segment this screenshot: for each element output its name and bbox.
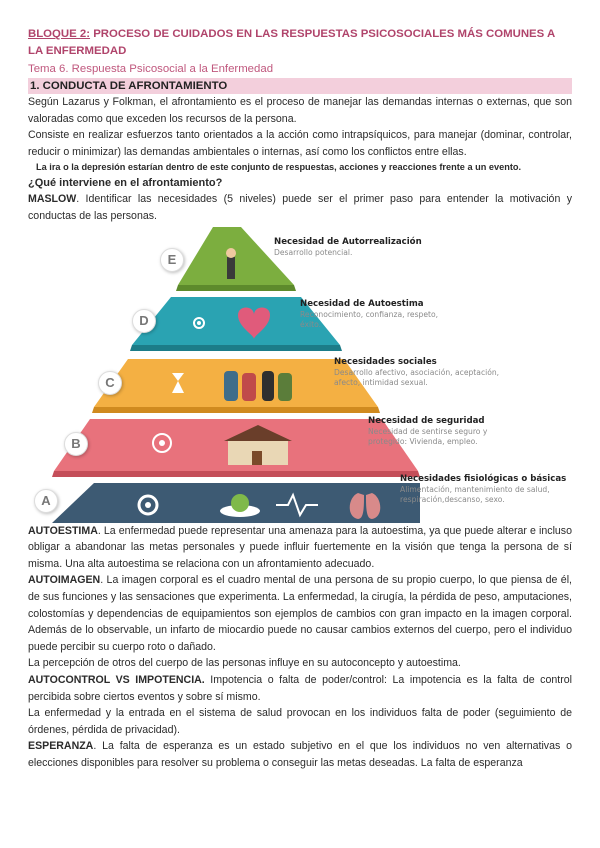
question-heading: ¿Qué interviene en el afrontamiento? xyxy=(28,177,223,190)
paragraph-autoestima xyxy=(28,523,572,573)
level-title: Necesidad de Autoestima xyxy=(300,298,424,309)
autocontrol-label: AUTOCONTROL VS IMPOTENCIA. xyxy=(28,673,205,686)
document-page xyxy=(28,26,572,771)
level-description: Reconocimiento, confianza, respeto, éxito. xyxy=(300,309,439,330)
maslow-label: MASLOW xyxy=(28,193,77,206)
pyramid-label-b xyxy=(368,416,520,448)
esperanza-label: ESPERANZA xyxy=(28,740,94,753)
pyramid-label-a xyxy=(400,474,570,506)
paragraph-percepcion: La percepción de otros del cuerpo de las personas influye en su autoconcepto y autoestima. xyxy=(28,657,461,670)
topic-heading: Tema 6. Respuesta Psicosocial a la Enfermedad xyxy=(28,63,274,75)
paragraph-esperanza xyxy=(28,738,572,771)
note-line: La ira o la depresión estarían dentro de este conjunto de respuestas, acciones y reacciones frente a un evento. xyxy=(36,162,522,173)
autoimagen-label: AUTOIMAGEN xyxy=(28,574,101,587)
block-title: PROCESO DE CUIDADOS EN LAS RESPUESTAS PSICOSOCIALES MÁS COMUNES A LA ENFERMEDAD xyxy=(28,28,555,57)
paragraph-definition: Según Lazarus y Folkman, el afrontamiento es el proceso de manejar las demandas internas o externas, que son valoradas como que exceden los recursos de la persona. xyxy=(28,96,572,125)
body-text xyxy=(28,523,572,772)
food-icon xyxy=(231,494,249,512)
level-description: Necesidad de sentirse seguro y protegido: Vivienda, empleo. xyxy=(368,426,488,447)
paragraph-enfermedad: La enfermedad y la entrada en el sistema de salud provocan en los individuos falta de poder (seguimiento de órdenes, pérdida de privacidad). xyxy=(28,707,572,736)
level-letter-a: A xyxy=(34,489,58,513)
section-title: 1. CONDUCTA DE AFRONTAMIENTO xyxy=(28,78,572,94)
level-title: Necesidad de Autorrealización xyxy=(274,236,422,247)
level-description: Desarrollo potencial. xyxy=(274,247,353,257)
esperanza-text: . La falta de esperanza es un estado subjetivo en el que los individuos no ven alternativas o elecciones disponibles para resolver su problema o conseguir las metas deseadas. La falta de esperanza xyxy=(28,740,572,769)
maslow-text: . Identificar las necesidades (5 niveles) puede ser el primer paso para entender la motivación y conductas de las personas. xyxy=(28,193,572,222)
level-description: Alimentación, mantenimiento de salud, respiración,descanso, sexo. xyxy=(400,484,550,505)
paragraph-consists: Consiste en realizar esfuerzos tanto orientados a la acción como intrapsíquicos, para manejar (dominar, controlar, reducir o minimizar) las demandas ambientales o internas, así como los conflictos entre ellas. xyxy=(28,129,572,158)
level-letter-d: D xyxy=(132,309,156,333)
paragraph-autoimagen xyxy=(28,572,572,655)
level-description: Desarrollo afectivo, asociación, aceptación, afecto, intimidad sexual. xyxy=(334,367,500,388)
level-title: Necesidades fisiológicas o básicas xyxy=(400,473,567,484)
pyramid-label-e xyxy=(274,237,424,259)
pyramid-label-c xyxy=(334,357,514,389)
level-title: Necesidad de seguridad xyxy=(368,415,485,426)
autoestima-text: . La enfermedad puede representar una amenaza para la autoestima, ya que puede alterar e incluso obligar a abandonar las metas personales y puede influir fuertemente en la visión que tenga la persona de sí misma. Una alta autoestima se relaciona con un afrontamiento adecuado. xyxy=(28,524,572,570)
autoimagen-text: . La imagen corporal es el cuadro mental de una persona de su propio cuerpo, lo que piensa de él, de sus funciones y las sensaciones que experimenta. La enfermedad, la cirugía, la pérdida de peso, amputaciones, colostomías y dependencias de equipamientos son ejemplos de cambios con gran impacto en la imagen corporal. Además de lo observable, un infarto de miocardio puede no causar cambios externos del cuerpo, pero el individuo puede percibir su cuerpo roto o dañado. xyxy=(28,574,572,653)
level-letter-e: E xyxy=(160,248,184,272)
maslow-pyramid xyxy=(28,227,572,523)
autoestima-label: AUTOESTIMA xyxy=(28,524,98,537)
level-letter-c: C xyxy=(98,371,122,395)
paragraph-autocontrol xyxy=(28,672,572,705)
pyramid-label-d xyxy=(300,299,440,331)
level-letter-b: B xyxy=(64,432,88,456)
autocontrol-text: Impotencia o falta de poder/control: La impotencia es la falta de control percibida sobre ciertos eventos y sobre sí mismo. xyxy=(28,673,572,703)
level-title: Necesidades sociales xyxy=(334,356,437,367)
block-label: BLOQUE 2: xyxy=(28,28,91,40)
paragraph-maslow xyxy=(28,191,572,224)
block-heading xyxy=(28,26,572,60)
